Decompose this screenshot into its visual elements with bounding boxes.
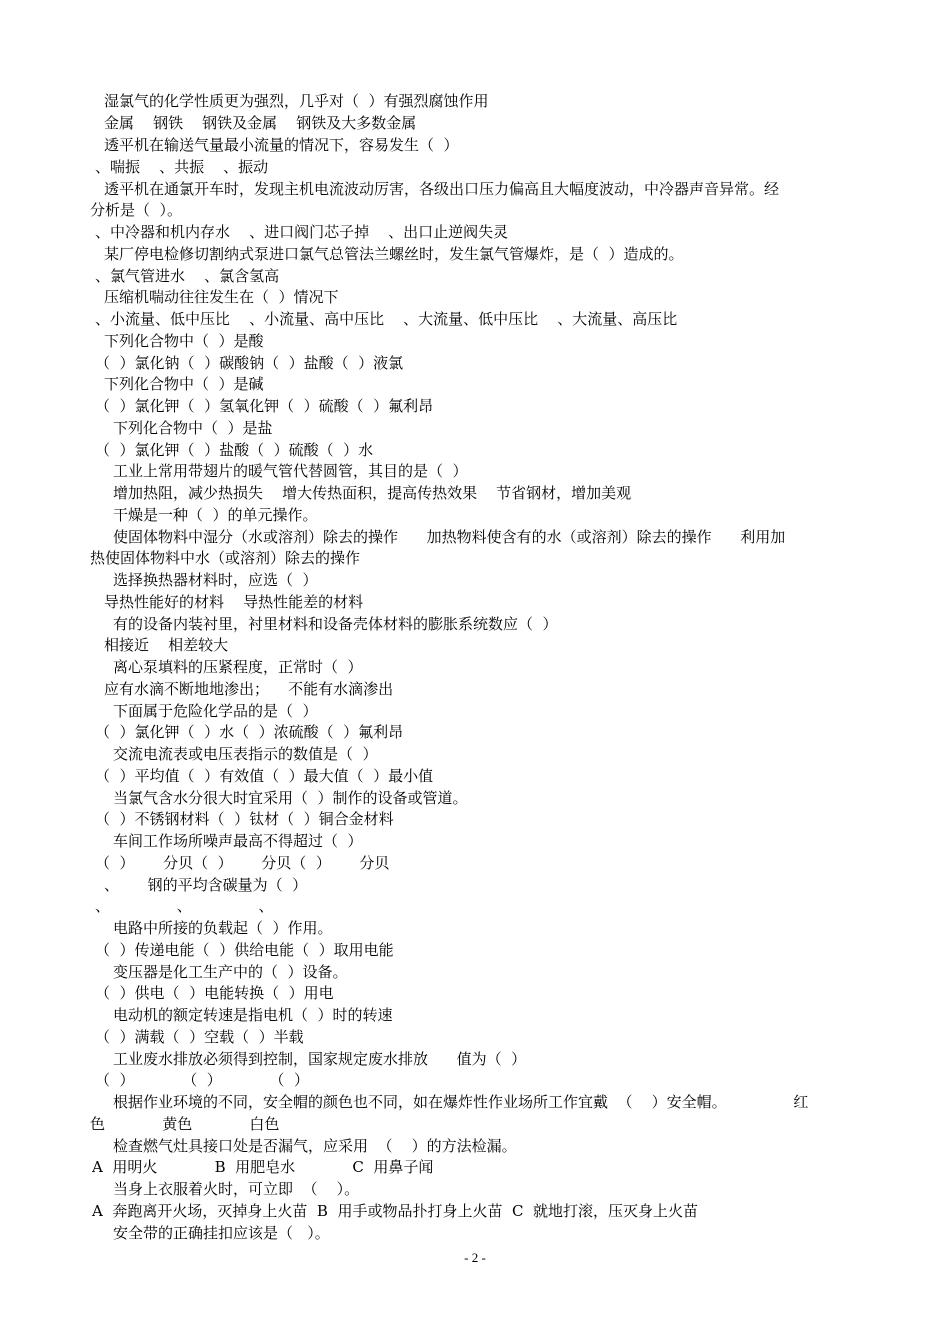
question-line: 选择换热器材料时，应选（ ）	[113, 571, 318, 589]
question-line: 透平机在输送气量最小流量的情况下，容易发生（ ）	[104, 136, 459, 154]
question-line: 下面属于危险化学品的是（ ）	[113, 702, 318, 720]
option-line: 导热性能好的材料 导热性能差的材料	[104, 593, 364, 611]
question-line: 当身上衣服着火时，可立即 （ ）。	[113, 1180, 360, 1198]
option-line: 、喘振 、共振 、振动	[95, 158, 269, 176]
question-line: 透平机在通氯开车时，发现主机电流波动厉害，各级出口压力偏高且大幅度波动，中冷器声音异常。经	[104, 180, 780, 198]
question-line: 下列化合物中（ ）是盐	[113, 419, 273, 437]
question-line: 电动机的额定转速是指电机（ ）时的转速	[113, 1006, 393, 1024]
question-line: 检查燃气灶具接口处是否漏气，应采用 （ ）的方法检漏。	[113, 1137, 517, 1155]
option-line: 色 黄色 白色	[90, 1115, 280, 1133]
option-line: A 用明火 B 用肥皂水 C 用鼻子闻	[92, 1158, 434, 1176]
question-line: 下列化合物中（ ）是酸	[104, 332, 264, 350]
question-line: 湿氯气的化学性质更为强烈，几乎对（ ）有强烈腐蚀作用	[104, 92, 489, 110]
option-line: A 奔跑离开火场，灭掉身上火苗 B 用手或物品扑打身上火苗 C 就地打滚，压灭身上火苗	[92, 1202, 699, 1220]
option-line: （ ）传递电能（ ）供给电能（ ）取用电能	[95, 941, 394, 959]
option-line: 应有水滴不断地地渗出； 不能有水滴渗出	[104, 680, 394, 698]
option-line: 、氯气管进水 、氯含氢高	[95, 267, 280, 285]
option-line: （ ） （ ） （ ）	[95, 1071, 309, 1089]
question-line: 变压器是化工生产中的（ ）设备。	[113, 963, 348, 981]
question-line: 离心泵填料的压紧程度，正常时（ ）	[113, 658, 363, 676]
question-line: 干燥是一种（ ）的单元操作。	[113, 506, 318, 524]
page-number: - 2 -	[464, 1250, 486, 1265]
question-line: 车间工作场所噪声最高不得超过（ ）	[113, 832, 363, 850]
question-line: 压缩机喘动往往发生在（ ）情况下	[104, 288, 339, 306]
question-line: 根据作业环境的不同，安全帽的颜色也不同，如在爆炸性作业场所工作宜戴 （ ）安全帽。 红	[113, 1093, 809, 1111]
question-line: 下列化合物中（ ）是碱	[104, 375, 264, 393]
option-line: 相接近 相差较大	[104, 636, 229, 654]
option-line: （ ）氯化钠（ ）碳酸钠（ ）盐酸（ ）液氯	[95, 354, 404, 372]
option-line: （ ）氯化钾（ ）盐酸（ ）硫酸（ ）水	[95, 441, 374, 459]
question-line: 某厂停电检修切割纳式泵进口氯气总管法兰螺丝时，发生氯气管爆炸，是（ ）造成的。	[104, 245, 684, 263]
question-line: 安全带的正确挂扣应该是（ ）。	[113, 1224, 330, 1242]
question-line: 电路中所接的负载起（ ）作用。	[113, 919, 333, 937]
option-line: （ ） 分贝（ ） 分贝（ ） 分贝	[95, 854, 390, 872]
question-line: 工业废水排放必须得到控制，国家规定废水排放 值为（ ）	[113, 1050, 527, 1068]
option-line: （ ）满载（ ）空载（ ）半载	[95, 1028, 304, 1046]
option-line: （ ）氯化钾（ ）氢氧化钾（ ）硫酸（ ）氟利昂	[95, 397, 434, 415]
option-line: 使固体物料中湿分（水或溶剂）除去的操作 加热物料使含有的水（或溶剂）除去的操作 利用加	[113, 528, 786, 546]
option-line: 金属 钢铁 钢铁及金属 钢铁及大多数金属	[104, 114, 417, 132]
question-line: 工业上常用带翅片的暖气管代替圆管，其目的是（ ）	[113, 462, 468, 480]
option-line: 增加热阻，减少热损失 增大传热面积，提高传热效果 节省钢材，增加美观	[113, 484, 632, 502]
option-line: （ ）平均值（ ）有效值（ ）最大值（ ）最小值	[95, 767, 434, 785]
question-line: 、 钢的平均含碳量为（ ）	[104, 876, 308, 894]
option-line: 、小流量、低中压比 、小流量、高中压比 、大流量、低中压比 、大流量、高压比	[95, 310, 678, 328]
question-line: 交流电流表或电压表指示的数值是（ ）	[113, 745, 378, 763]
option-line: 、中冷器和机内存水 、进口阀门芯子掉 、出口止逆阀失灵	[95, 223, 509, 241]
option-line: 热使固体物料中水（或溶剂）除去的操作	[90, 549, 361, 567]
question-line: 有的设备内装衬里，衬里材料和设备壳体材料的膨胀系统数应（ ）	[113, 615, 558, 633]
option-line: 、 、 、	[95, 897, 274, 915]
option-line: （ ）供电（ ）电能转换（ ）用电	[95, 984, 334, 1002]
option-line: （ ）不锈钢材料（ ）钛材（ ）铜合金材料	[95, 810, 394, 828]
question-line: 分析是（ ）。	[90, 201, 183, 219]
option-line: （ ）氯化钾（ ）水（ ）浓硫酸（ ）氟利昂	[95, 723, 404, 741]
question-line: 当氯气含水分很大时宜采用（ ）制作的设备或管道。	[113, 789, 468, 807]
